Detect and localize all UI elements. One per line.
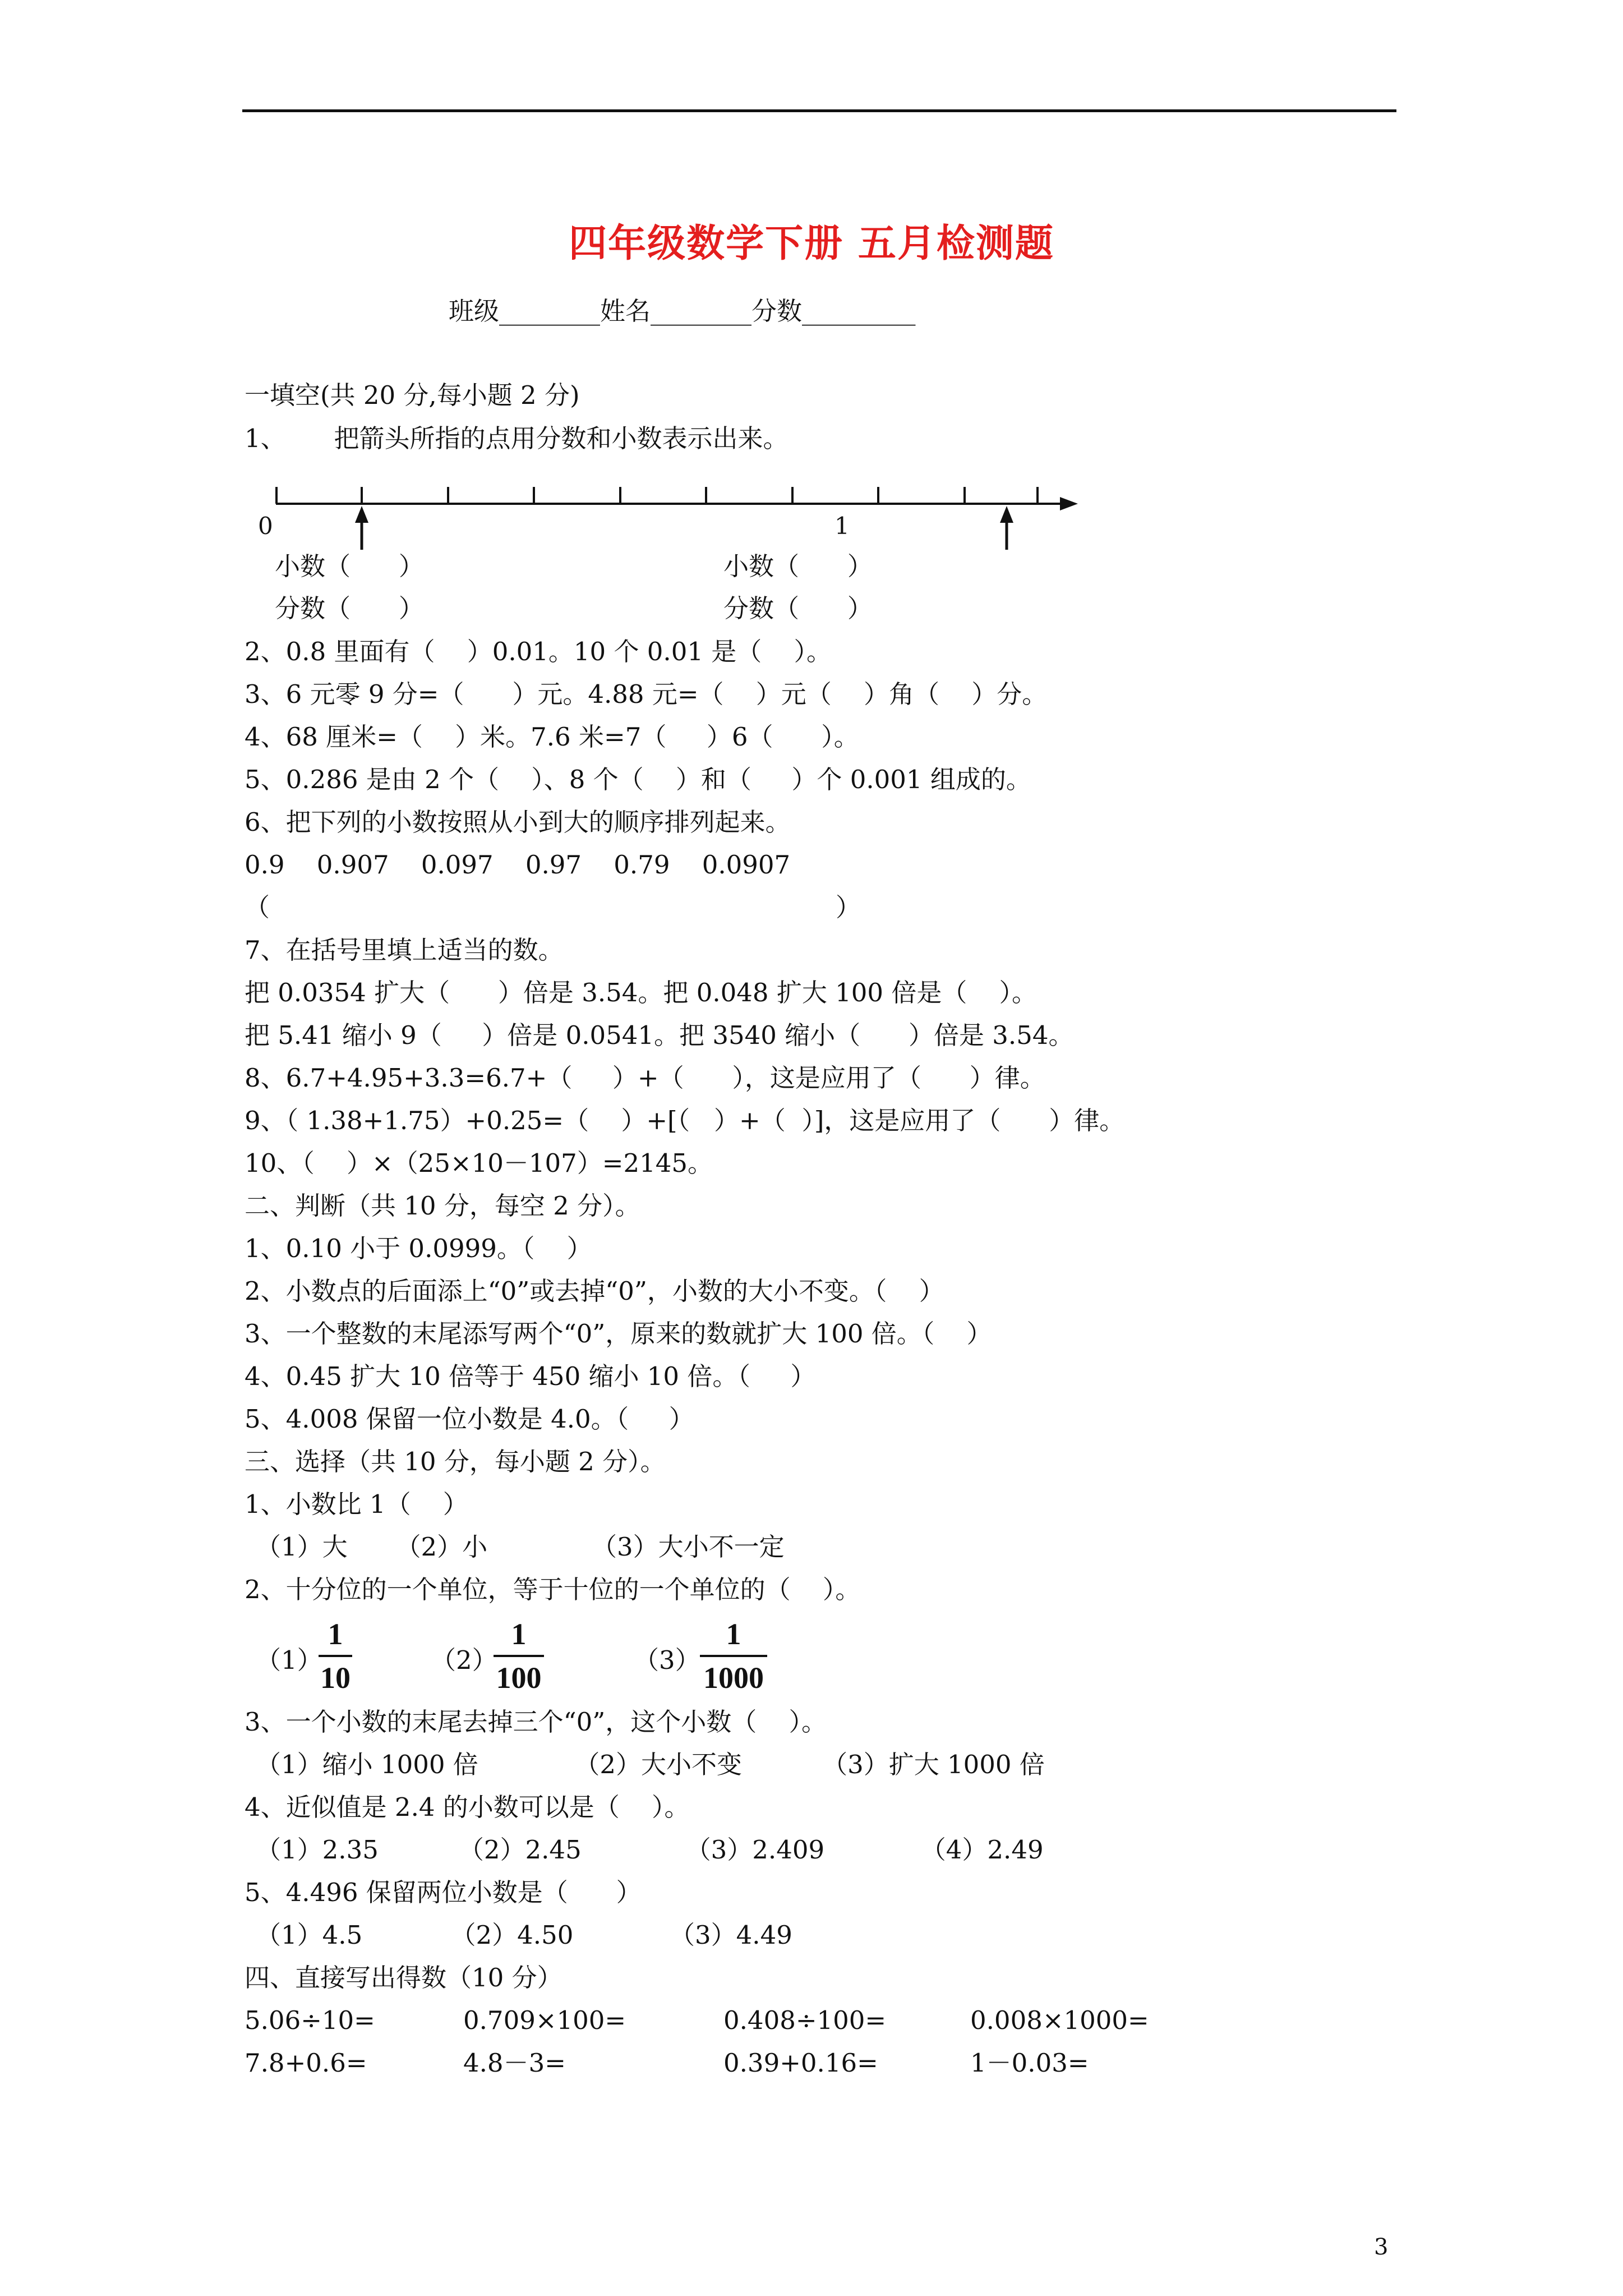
section1-q7a: 把 0.0354 扩大（ ）倍是 3.54。把 0.048 扩大 100 倍是（ ）。 <box>245 978 1038 1007</box>
section1-q6-numbers: 0.9 0.907 0.097 0.97 0.79 0.0907 <box>245 850 791 880</box>
section3-q2: 2、十分位的一个单位，等于十位的一个单位的（ ）。 <box>245 1575 861 1604</box>
section3-q3: 3、一个小数的末尾去掉三个“0”，这个小数（ ）。 <box>245 1707 827 1737</box>
q1-fraction-right: 分数（ ） <box>723 593 873 623</box>
q1-decimal-right: 小数（ ） <box>723 551 873 581</box>
section1-q10: 10、（ ）×（25×10－107）=2145。 <box>245 1148 713 1178</box>
q2-option-label-2: （2） <box>431 1645 497 1675</box>
section1-q5: 5、0.286 是由 2 个（ ）、8 个（ ）和（ ）个 0.001 组成的。 <box>245 765 1031 794</box>
section1-heading: 一填空(共 20 分,每小题 2 分) <box>245 380 580 410</box>
q1-fraction-left: 分数（ ） <box>275 593 424 623</box>
fraction-numerator: 1 <box>328 1617 343 1651</box>
number-line-label-one: 1 <box>834 512 850 540</box>
section1-q9: 9、（ 1.38+1.75）+0.25=（ ）+[（ ）+（ ）]，这是应用了（ ）律。 <box>245 1106 1125 1135</box>
fraction-denominator: 10 <box>320 1661 351 1695</box>
number-line-label-zero: 0 <box>258 512 273 540</box>
section1-q6: 6、把下列的小数按照从小到大的顺序排列起来。 <box>245 807 791 837</box>
fraction-one-hundredth <box>494 1616 544 1696</box>
number-line <box>241 471 1082 555</box>
q2-option-label-1: （1） <box>256 1645 322 1675</box>
fraction-one-tenth <box>319 1616 352 1696</box>
section2-item: 4、0.45 扩大 10 倍等于 450 缩小 10 倍。（ ） <box>245 1361 816 1391</box>
page-title: 四年级数学下册 五月检测题 <box>569 221 1054 266</box>
fraction-numerator: 1 <box>726 1617 741 1651</box>
section3-q4-options: （1）2.35 （2）2.45 （3）2.409 （4）2.49 <box>256 1835 1044 1865</box>
section3-q3-options: （1）缩小 1000 倍 （2）大小不变 （3）扩大 1000 倍 <box>256 1750 1045 1779</box>
arrow-up-icon-right <box>1000 506 1013 550</box>
calc-item: 0.408÷100= <box>723 2005 887 2035</box>
q2-option-label-3: （3） <box>634 1645 700 1675</box>
section2-item: 1、0.10 小于 0.0999。（ ） <box>245 1234 592 1263</box>
section3-q1-options: （1）大 （2）小 （3）大小不一定 <box>256 1532 785 1562</box>
arrow-up-icon-left <box>355 506 368 550</box>
section1-q2: 2、0.8 里面有（ ）0.01。10 个 0.01 是（ ）。 <box>245 637 832 666</box>
section3-q5: 5、4.496 保留两位小数是（ ） <box>245 1878 642 1907</box>
calc-item: 4.8－3= <box>463 2048 566 2078</box>
section1-q4: 4、68 厘米=（ ）米。7.6 米=7（ ）6（ ）。 <box>245 722 859 752</box>
calc-item: 5.06÷10= <box>245 2005 375 2035</box>
fraction-numerator: 1 <box>511 1617 527 1651</box>
fraction-denominator: 1000 <box>703 1661 764 1695</box>
header-rule <box>242 109 1396 112</box>
number-line-arrowhead <box>1060 497 1078 510</box>
fraction-bar <box>700 1655 767 1657</box>
fraction-denominator: 100 <box>496 1661 542 1695</box>
number-line-ticks <box>276 487 1038 504</box>
q1-decimal-left: 小数（ ） <box>275 551 424 581</box>
student-info-line: 班级________姓名________分数_________ <box>449 296 916 326</box>
section1-q8: 8、6.7+4.95+3.3=6.7+（ ）+（ ），这是应用了（ ）律。 <box>245 1063 1045 1093</box>
section3-heading: 三、选择（共 10 分，每小题 2 分）。 <box>245 1447 666 1476</box>
page-number: 3 <box>1374 2234 1389 2260</box>
fraction-one-thousandth <box>700 1616 767 1696</box>
calc-item: 1－0.03= <box>970 2048 1089 2078</box>
section3-q5-options: （1）4.5 （2）4.50 （3）4.49 <box>256 1920 792 1950</box>
section2-heading: 二、判断（共 10 分，每空 2 分）。 <box>245 1191 640 1221</box>
q6-paren-close: ） <box>836 892 861 922</box>
calc-item: 7.8+0.6= <box>245 2048 367 2078</box>
calc-item: 0.008×1000= <box>970 2005 1149 2035</box>
section2-item: 2、小数点的后面添上“0”或去掉“0”，小数的大小不变。（ ） <box>245 1276 944 1306</box>
fraction-bar <box>494 1655 544 1657</box>
section1-q1: 1、 把箭头所指的点用分数和小数表示出来。 <box>245 424 789 453</box>
calc-item: 0.39+0.16= <box>723 2048 878 2078</box>
section1-q7b: 把 5.41 缩小 9（ ）倍是 0.0541。把 3540 缩小（ ）倍是 3.54。 <box>245 1020 1074 1050</box>
section2-item: 5、4.008 保留一位小数是 4.0。（ ） <box>245 1404 694 1434</box>
fraction-bar <box>319 1655 352 1657</box>
q6-paren-open: （ <box>245 892 270 922</box>
calc-item: 0.709×100= <box>463 2005 626 2035</box>
section1-q3: 3、6 元零 9 分=（ ）元。4.88 元=（ ）元（ ）角（ ）分。 <box>245 679 1048 709</box>
section3-q4: 4、近似值是 2.4 的小数可以是（ ）。 <box>245 1792 690 1822</box>
section2-item: 3、一个整数的末尾添写两个“0”，原来的数就扩大 100 倍。（ ） <box>245 1319 992 1349</box>
section1-q7: 7、在括号里填上适当的数。 <box>245 935 564 965</box>
section4-heading: 四、直接写出得数（10 分） <box>245 1963 562 1993</box>
section3-q1: 1、小数比 1（ ） <box>245 1489 468 1519</box>
